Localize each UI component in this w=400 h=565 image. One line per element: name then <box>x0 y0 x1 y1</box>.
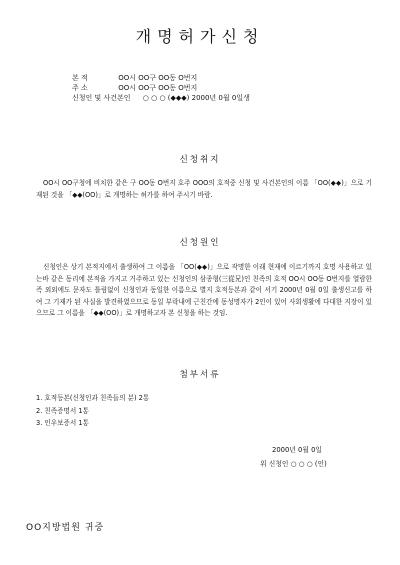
purpose-text: OO시 OO구청에 비치한 같은 구 OO동 O번지 호주 OOO의 호적중 신청 및 사건본인의 이름 「OO(◆◆)」으로 기재된 것을 「◆◆(OO)」로 개명하는 허가를 하여 주시기 바람. <box>36 179 372 199</box>
attachment-item: 1. 호적등본(신청인과 친족들의 분) 2통 <box>36 394 150 402</box>
attachments-heading: 첨부서류 <box>179 370 221 380</box>
signature-date: 2000년 0월 0일 <box>272 446 322 454</box>
reason-text-block <box>36 262 372 320</box>
applicant-value: ○ ○ ○ (◆◆◆) 2000년 0월 0일생 <box>142 94 250 102</box>
document-title: 개명허가신청 <box>135 27 265 46</box>
attachments-list <box>36 392 149 430</box>
applicant-label: 신청인 및 사건본인 <box>72 94 131 102</box>
signature-applicant: 위 신청인 ○ ○ ○ (인) <box>260 460 327 468</box>
purpose-text-block <box>36 178 372 201</box>
purpose-heading: 신청취지 <box>179 155 221 165</box>
domicile-value: OO시 OO구 OO동 O번지 <box>118 74 198 82</box>
address-row <box>72 84 250 93</box>
applicant-row <box>72 94 250 103</box>
address-value: OO시 OO구 OO동 O번지 <box>118 84 198 92</box>
domicile-row <box>72 74 250 83</box>
address-label: 주 소 <box>72 84 88 92</box>
reason-heading: 신청원인 <box>179 238 221 248</box>
court-addressee: OO지방법원 귀중 <box>26 523 105 533</box>
domicile-label: 본 적 <box>72 74 88 82</box>
applicant-info <box>72 74 250 103</box>
reason-text: 신청인은 상기 본적지에서 출생하여 그 이름을 「OO(◆◆)」으로 작명한 이래 현재에 이르기까지 호명 사용하고 있는바 같은 동리에 본적을 가지고 거주하고 있는 신청인의 삼종형(三從兄)인 친족의 호적 OO시 OO동 O번지를 열람한즉 외외에도 문자도 틀림없이 신청인과 동일한 이름으로 별지 호적등본과 같이 서기 2000년 0월 0일 출생신고를 하여 그 기재가 된 사실을 발견하였으므로 동일 부락내에 근친간에 동성명자가 2인이 있어 사회생활에 다대한 지장이 있으므로 그 이름을 「◆◆(OO)」로 개명하고자 본 신청을 하는 것임. <box>36 263 372 318</box>
attachment-item: 3. 인우보증서 1통 <box>36 419 89 427</box>
attachment-item: 2. 친족증명서 1통 <box>36 406 89 415</box>
